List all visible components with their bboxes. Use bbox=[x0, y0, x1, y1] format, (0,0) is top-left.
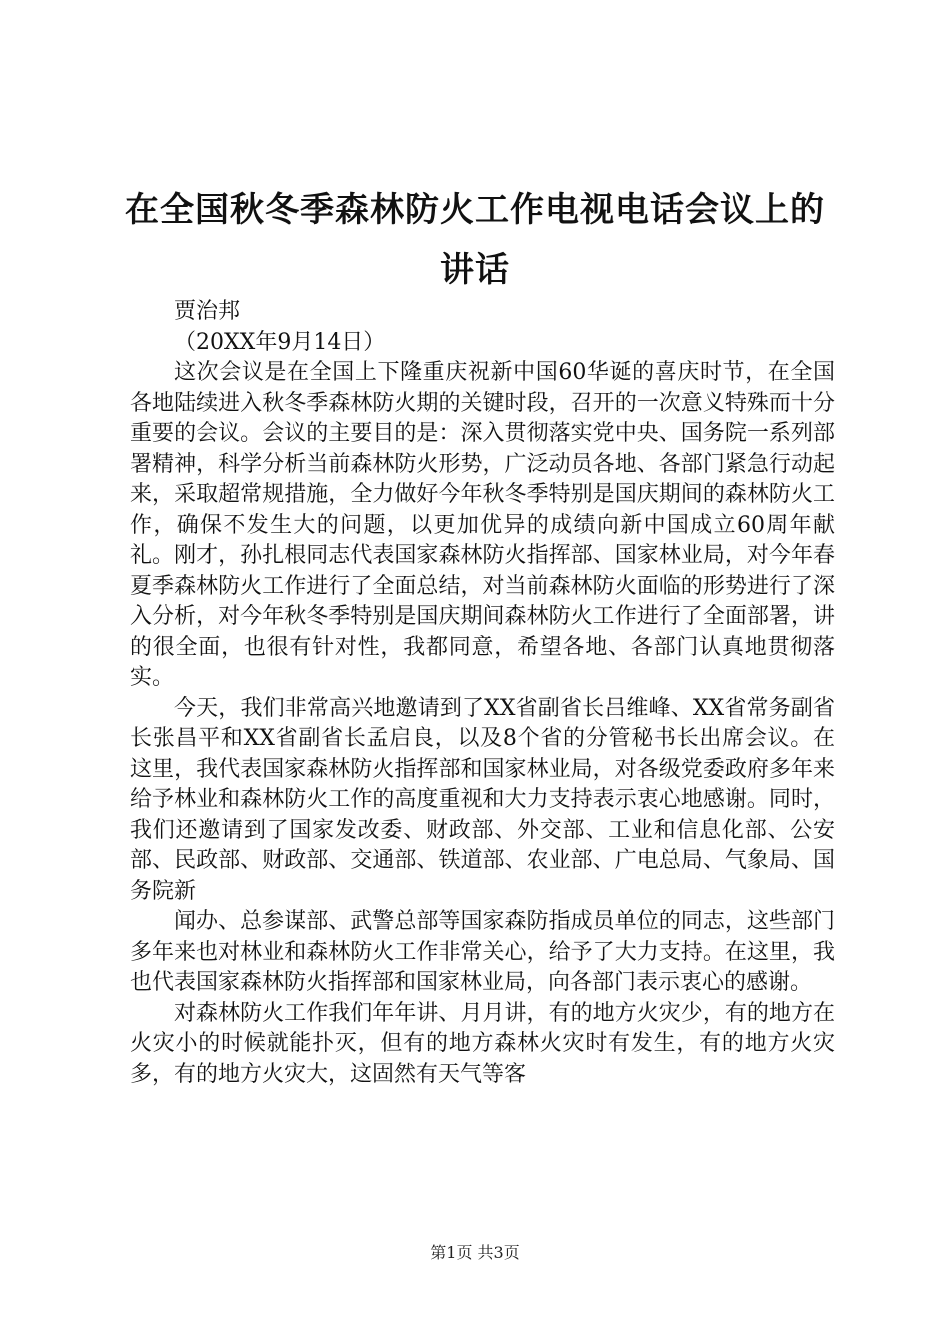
title-line-2: 讲话 bbox=[440, 250, 510, 290]
paragraph-3: 闻办、总参谋部、武警总部等国家森防指成员单位的同志，这些部门多年来也对林业和森林防火工作非常关心，给予了大力支持。在这里，我也代表国家森林防火指挥部和国家林业局，向各部门表示衷心的感谢。 bbox=[130, 909, 835, 995]
paragraph-4: 对森林防火工作我们年年讲、月月讲，有的地方火灾少，有的地方在火灾小的时候就能扑灭，但有的地方森林火灾时有发生，有的地方火灾多，有的地方火灾大，这固然有天气等客 bbox=[130, 1000, 835, 1087]
paragraph-2: 今天，我们非常高兴地邀请到了XX省副省长吕维峰、XX省常务副省长张昌平和XX省副省长孟启良，以及8个省的分管秘书长出席会议。在这里，我代表国家森林防火指挥部和国家林业局，对各级党委政府多年来给予林业和森林防火工作的高度重视和大力支持表示衷心地感谢。同时，我们还邀请到了国家发改委、财政部、外交部、工业和信息化部、公安部、民政部、财政部、交通部、铁道部、农业部、广电总局、气象局、国务院新 bbox=[130, 695, 835, 904]
page-number-footer: 第1页 共3页 bbox=[430, 1243, 520, 1262]
document-body bbox=[130, 297, 835, 1090]
author-line: 贾治邦 bbox=[174, 299, 241, 324]
paragraph-1: 这次会议是在全国上下隆重庆祝新中国60华诞的喜庆时节，在全国各地陆续进入秋冬季森林防火期的关键时段，召开的一次意义特殊而十分重要的会议。会议的主要目的是：深入贯彻落实党中央、国务院一系列部署精神，科学分析当前森林防火形势，广泛动员各地、各部门紧急行动起来，采取超常规措施，全力做好今年秋冬季特别是国庆期间的森林防火工作，确保不发生大的问题，以更加优异的成绩向新中国成立60周年献礼。刚才，孙扎根同志代表国家森林防火指挥部、国家林业局，对今年春夏季森林防火工作进行了全面总结，对当前森林防火面临的形势进行了深入分析，对今年秋冬季特别是国庆期间森林防火工作进行了全面部署，讲的很全面，也很有针对性，我都同意，希望各地、各部门认真地贯彻落实。 bbox=[130, 360, 835, 690]
document-title bbox=[110, 180, 840, 300]
date-line: （20XX年9月14日） bbox=[174, 329, 386, 355]
title-line-1: 在全国秋冬季森林防火工作电视电话会议上的 bbox=[125, 190, 825, 230]
